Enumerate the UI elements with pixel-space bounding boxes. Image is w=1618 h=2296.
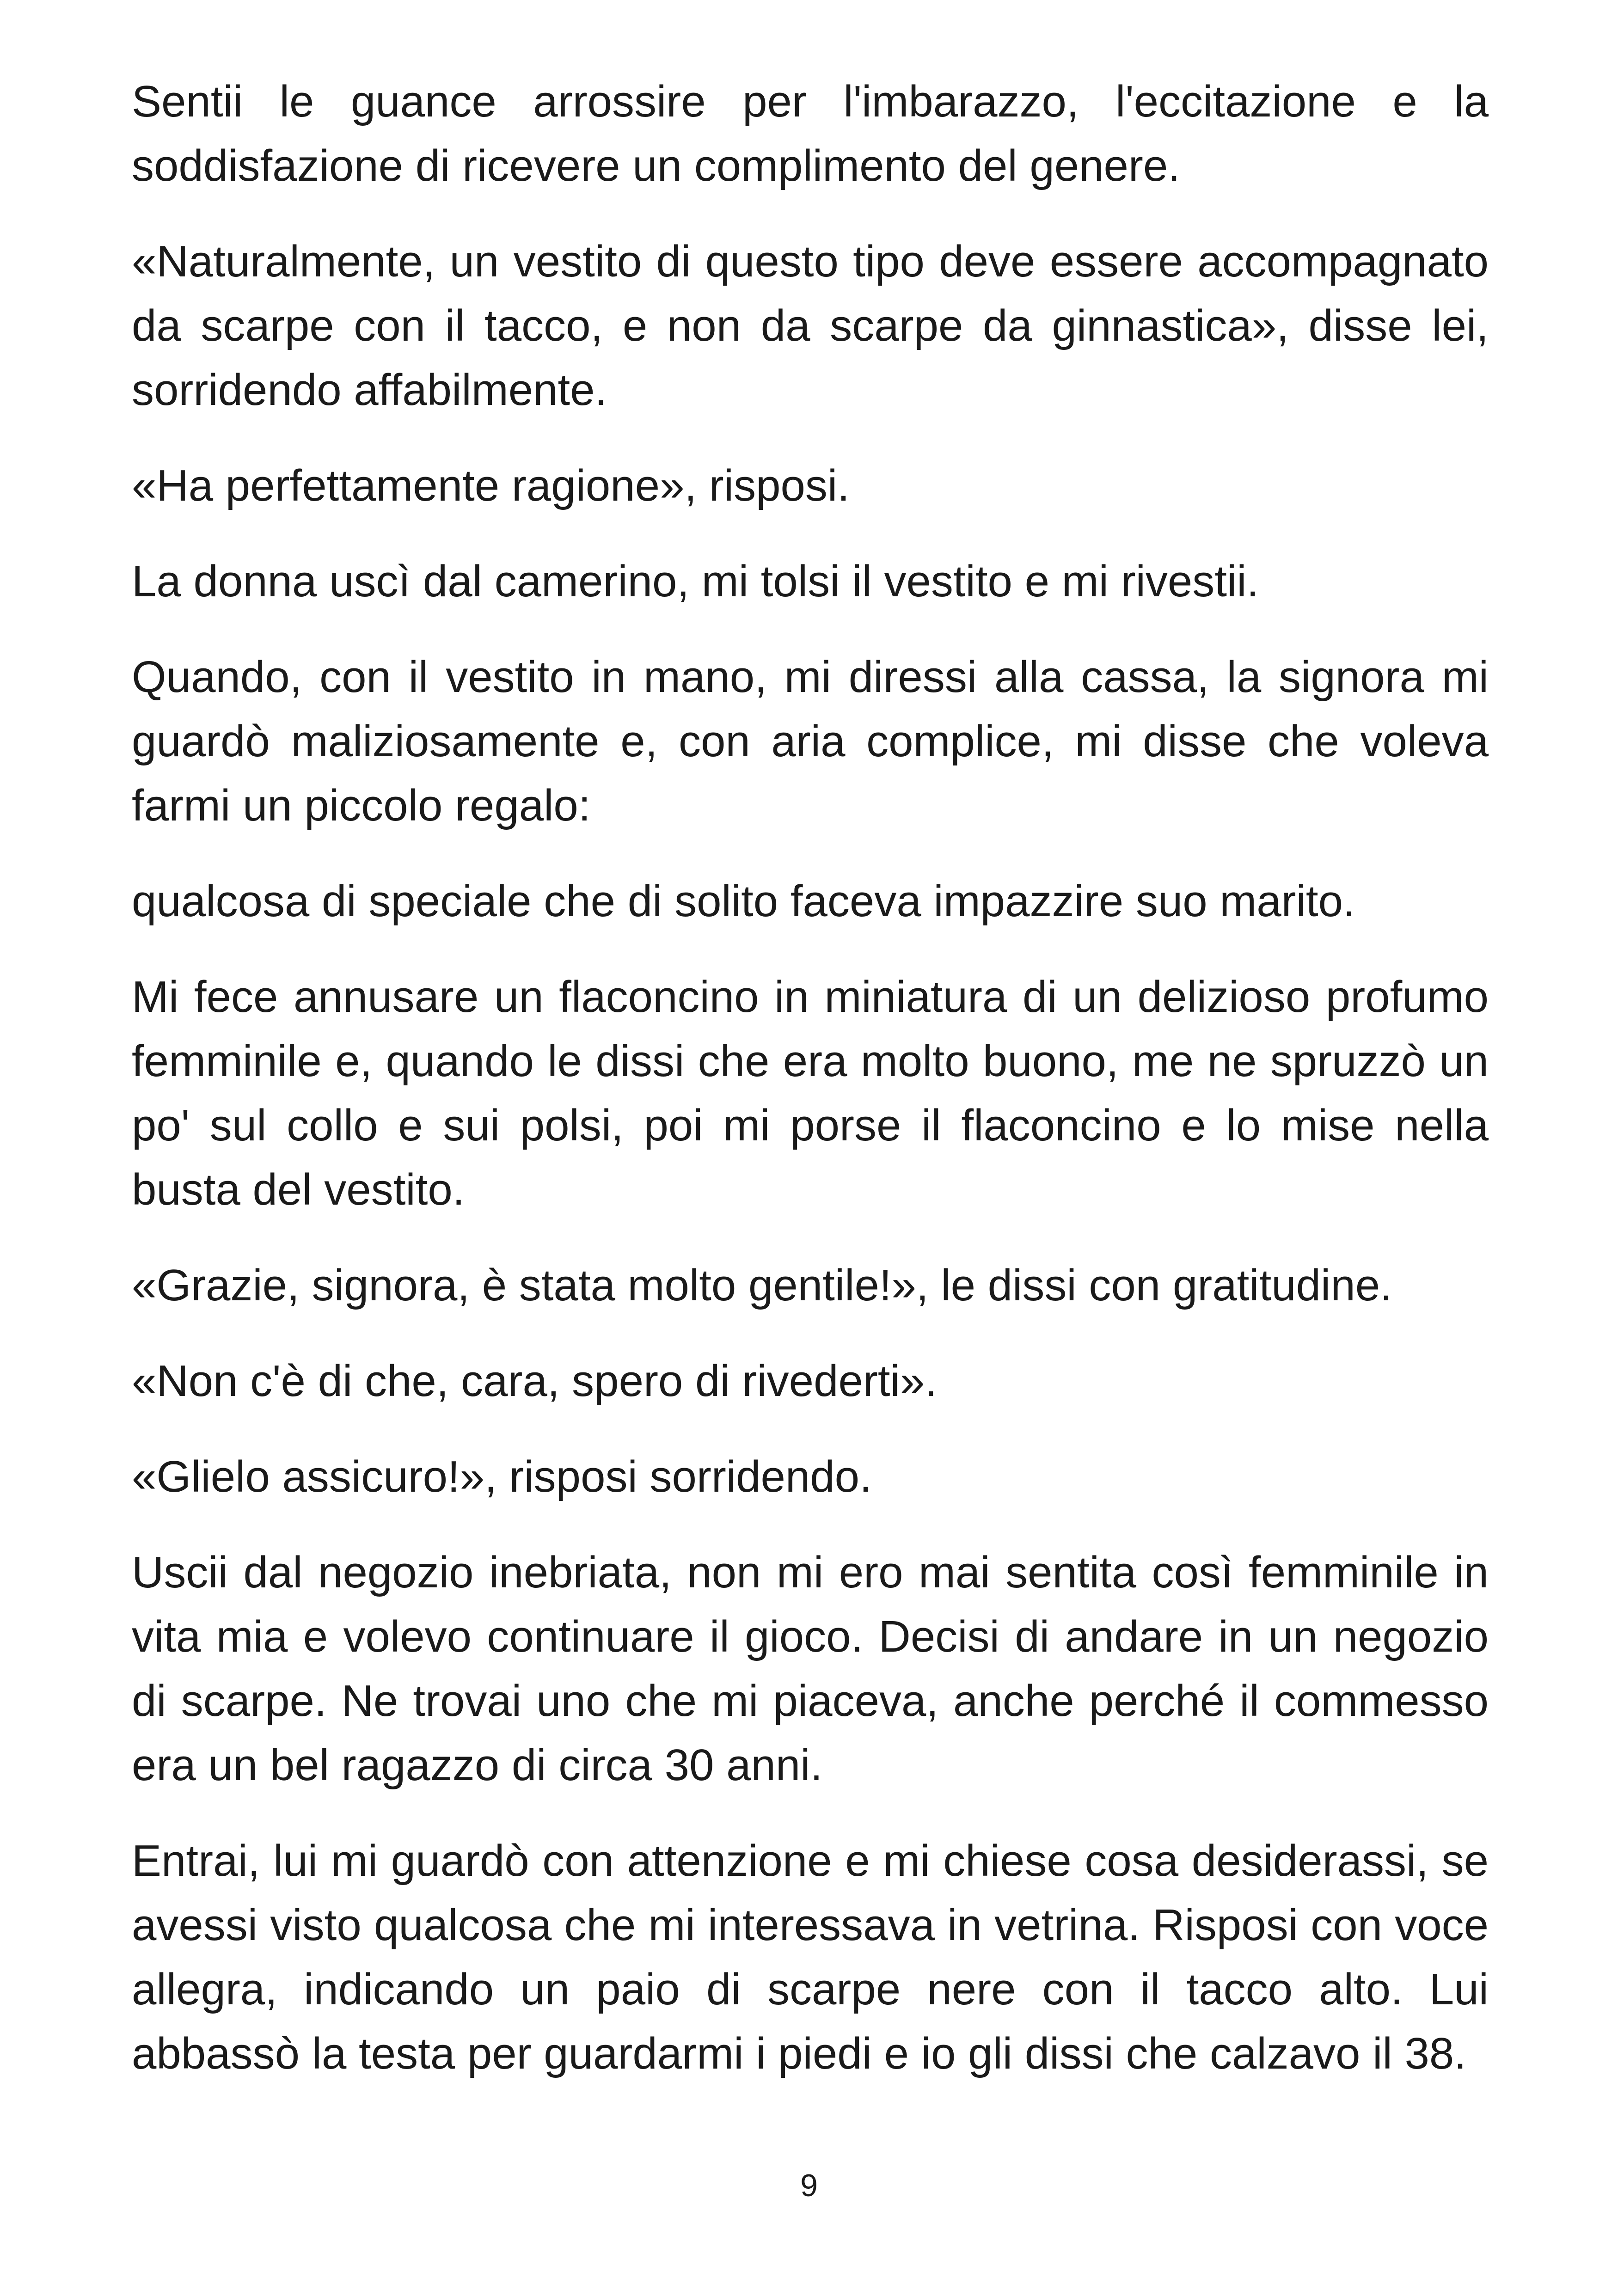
paragraph: Quando, con il vestito in mano, mi diressi alla cassa, la signora mi guardò maliziosamente e, con aria complice, mi disse che voleva farmi un piccolo regalo: [132, 652, 1489, 830]
paragraph: «Glielo assicuro!», risposi sorridendo. [132, 1452, 872, 1501]
paragraph: Entrai, lui mi guardò con attenzione e mi chiese cosa desiderassi, se avessi visto qualcosa che mi interessava in vetrina. Risposi con voce allegra, indicando un paio di scarpe nere con il tacco alto. Lui abbassò la testa per guardarmi i piedi e io gli dissi che calzavo il 38. [132, 1836, 1489, 2078]
paragraph: «Grazie, signora, è stata molto gentile!», le dissi con gratitudine. [132, 1261, 1392, 1310]
paragraph: «Naturalmente, un vestito di questo tipo deve essere accompagnato da scarpe con il tacco, e non da scarpe da ginnastica», disse lei, sorridendo affabilmente. [132, 237, 1489, 415]
body-text [132, 69, 1489, 2117]
paragraph: qualcosa di speciale che di solito faceva impazzire suo marito. [132, 876, 1355, 926]
paragraph: Uscii dal negozio inebriata, non mi ero mai sentita così femminile in vita mia e volevo continuare il gioco. Decisi di andare in un negozio di scarpe. Ne trovai uno che mi piaceva, anche perché il commesso era un bel ragazzo di circa 30 anni. [132, 1548, 1489, 1790]
paragraph: «Non c'è di che, cara, spero di rivederti». [132, 1356, 937, 1406]
page-number: 9 [800, 2168, 818, 2203]
paragraph: Mi fece annusare un flaconcino in miniatura di un delizioso profumo femminile e, quando le dissi che era molto buono, me ne spruzzò un po' sul collo e sui polsi, poi mi porse il flaconcino e lo mise nella busta del vestito. [132, 972, 1489, 1214]
paragraph: «Ha perfettamente ragione», risposi. [132, 461, 850, 510]
paragraph: Sentii le guance arrossire per l'imbarazzo, l'eccitazione e la soddisfazione di ricevere un complimento del genere. [132, 77, 1489, 190]
paragraph: La donna uscì dal camerino, mi tolsi il vestito e mi rivestii. [132, 557, 1259, 606]
